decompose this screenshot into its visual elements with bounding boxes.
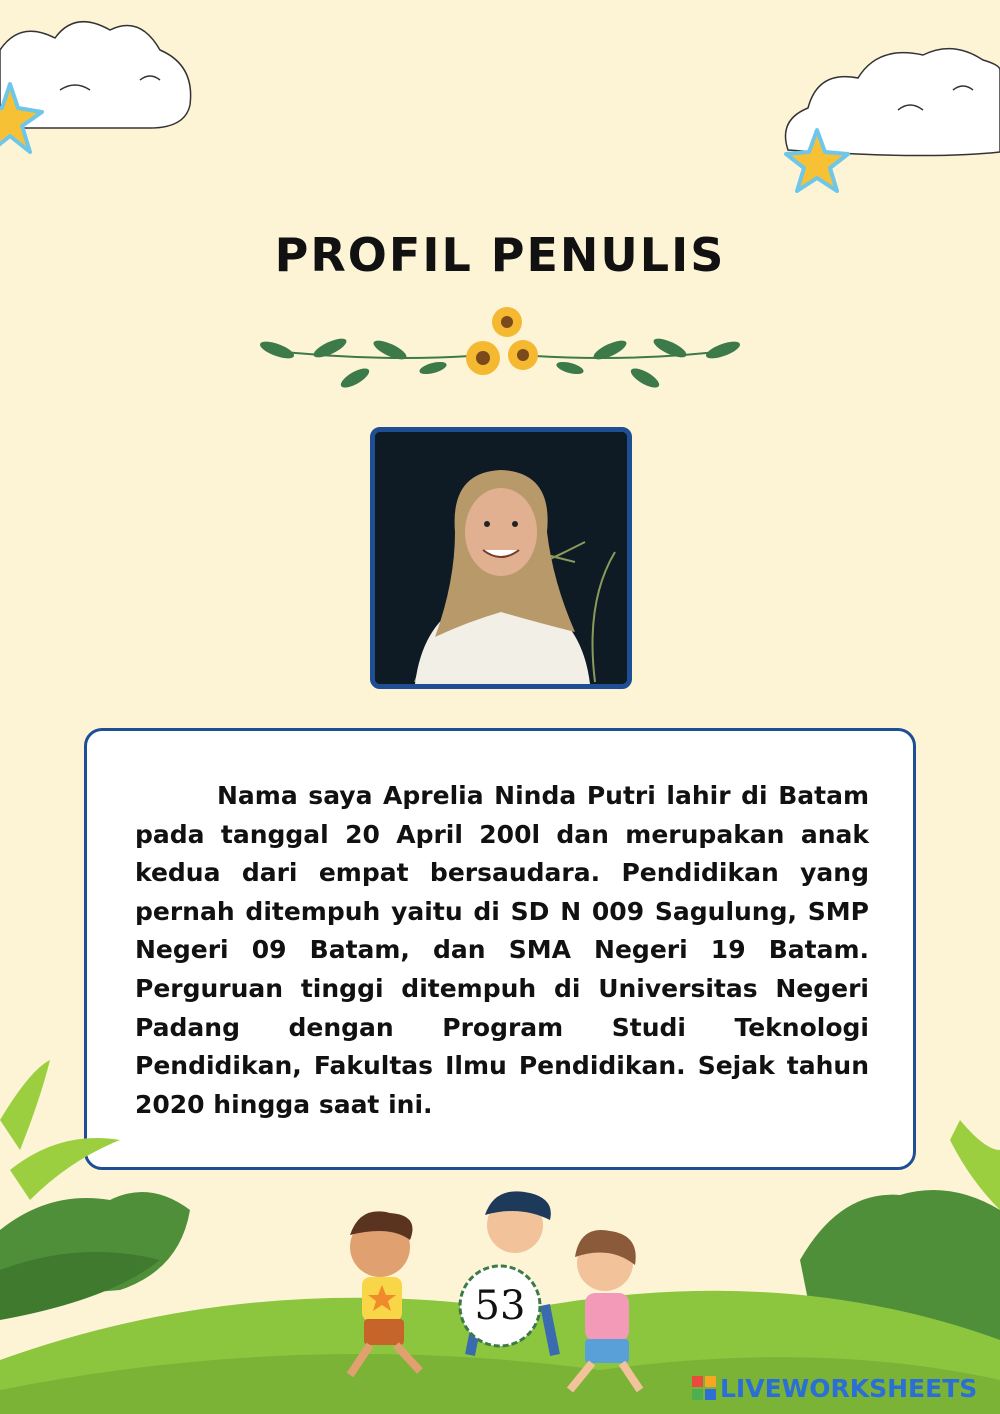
page-number: 53 (474, 1283, 526, 1329)
page-number-badge (458, 1264, 542, 1348)
author-photo (370, 427, 632, 689)
bio-text: Nama saya Aprelia Ninda Putri lahir di Batam pada tanggal 20 April 200l dan merupakan anak kedua dari empat bersaudara. Pendidikan yang pernah ditempuh yaitu di SD N 009 Sagulung, SMP Negeri 09 Batam, dan SMA Negeri 19 Batam. Perguruan tinggi ditempuh di Universitas Negeri Padang dengan Program Studi Teknologi Pendidikan, Fakultas Ilmu Pendidikan. Sejak tahun 2020 hingga saat ini. (135, 781, 869, 1119)
liveworksheets-brand (692, 1372, 977, 1404)
floral-divider-icon (255, 300, 745, 392)
star-top-right-icon (782, 126, 852, 196)
star-top-left-icon (0, 80, 52, 160)
liveworksheets-logo-icon (692, 1376, 716, 1400)
author-portrait-icon (375, 432, 627, 684)
brand-name: LIVEWORKSHEETS (720, 1373, 978, 1403)
page-title: PROFIL PENULIS (274, 228, 726, 282)
